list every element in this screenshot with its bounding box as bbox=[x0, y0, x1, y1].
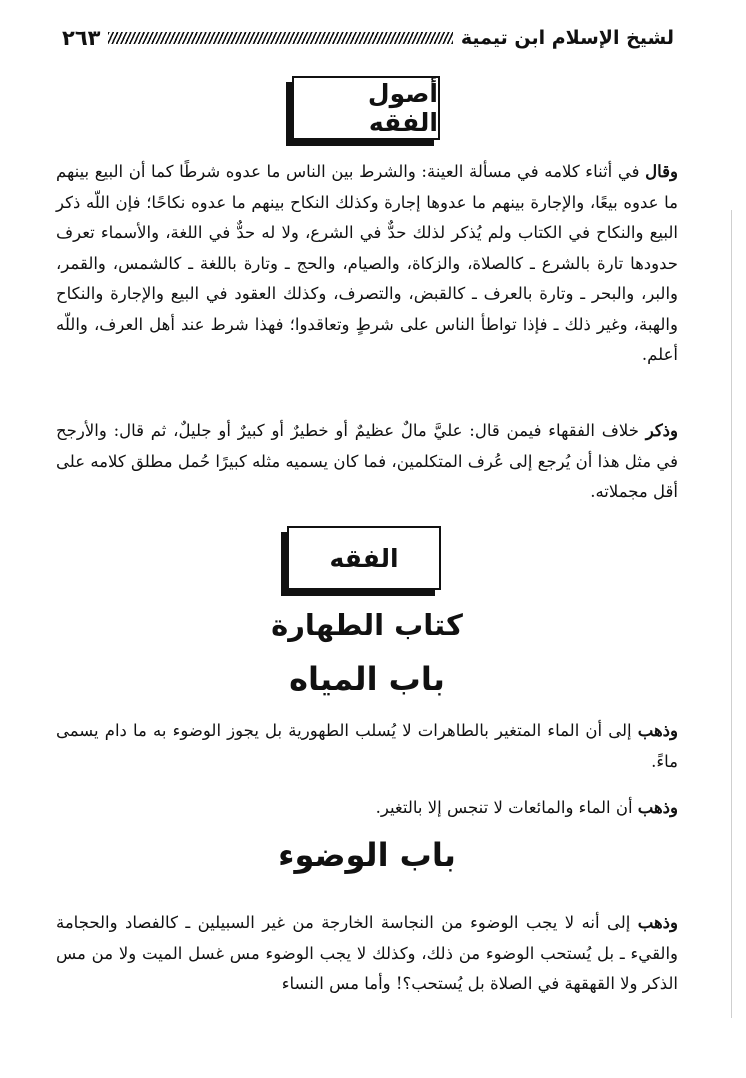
paragraph-body: إلى أن الماء المتغير بالطاهرات لا يُسلب الطهورية بل يجوز الوضوء به ما دام يسمى ماءً. bbox=[56, 721, 678, 771]
section-box-usul-al-fiqh bbox=[292, 76, 440, 140]
paragraph-lead: وذهب bbox=[637, 798, 678, 817]
running-title: لشيخ الإسلام ابن تيمية bbox=[460, 27, 674, 49]
paragraph-lead: وذهب bbox=[637, 721, 678, 740]
paragraph-lead: وذكر bbox=[645, 421, 678, 440]
page-number: ٢٦٣ bbox=[62, 26, 101, 50]
section-title-usul-al-fiqh: أصول الفقه bbox=[367, 79, 438, 137]
paragraph-body: إلى أنه لا يجب الوضوء من النجاسة الخارجة من غير السبيلين ـ كالفصاد والحجامة والقيء ـ بل يُستحب الوضوء من ذلك، وكذلك لا يجب الوضوء مس غسل الميت ولا من مس الذكر ولا القهقهة في الصلاة بل يُستحب؟! وأما مس النساء bbox=[56, 913, 678, 993]
paragraph-water-liquids bbox=[56, 793, 678, 824]
header-rule bbox=[108, 32, 452, 44]
paragraph-wudu bbox=[56, 908, 678, 1000]
heading-bab-al-wudu: باب الوضوء bbox=[278, 836, 456, 874]
paragraph-body: خلاف الفقهاء فيمن قال: عليَّ مالٌ عظيمٌ أو خطيرٌ أو كبيرٌ أو جليلٌ، ثم قال: والأرجح في مثل هذا أن يُرجع إلى عُرف المتكلمين، فما كان يسميه مثله كبيرًا حُمل مطلق كلامه على أقل مجملاته. bbox=[56, 421, 678, 501]
scan-margin-line bbox=[731, 210, 732, 1018]
section-box-al-fiqh bbox=[287, 526, 441, 590]
heading-kitab-al-tahara: كتاب الطهارة bbox=[271, 608, 463, 642]
paragraph-fuqaha bbox=[56, 416, 678, 508]
paragraph-water-changed bbox=[56, 716, 678, 777]
paragraph-shart bbox=[56, 157, 678, 371]
paragraph-lead: وقال bbox=[645, 162, 678, 181]
paragraph-body: في أثناء كلامه في مسألة العينة: والشرط بين الناس ما عدوه شرطًا كما أن البيع بينهم ما عدوه بيعًا، والإجارة بينهم ما عدوها إجارة وكذلك النكاح بينهم ما عدوه نكاحًا؛ فإن اللّه ذكر البيع والنكاح في الكتاب ولم يُذكر لذلك حدٌّ في الشرع، ولا له حدٌّ في اللغة، والأسماء تعرف حدودها تارة بالشرع ـ كالصلاة، والزكاة، والصيام، والحج ـ وتارة باللغة ـ كالشمس، والقمر، والبر، والبحر ـ وتارة بالعرف ـ كالقبض، والتصرف، وكذلك العقود في البيع والإجارة والنكاح والهبة، وغير ذلك ـ فإذا تواطأ الناس على شرطٍ وتعاقدوا؛ فهذا شرط عند أهل العرف، واللّه أعلم. bbox=[56, 162, 678, 364]
paragraph-lead: وذهب bbox=[637, 913, 678, 932]
heading-bab-al-miyah: باب المياه bbox=[289, 660, 445, 698]
paragraph-body: أن الماء والمائعات لا تنجس إلا بالتغير. bbox=[375, 798, 638, 817]
section-title-al-fiqh: الفقه bbox=[329, 543, 399, 573]
page-header bbox=[62, 18, 674, 58]
